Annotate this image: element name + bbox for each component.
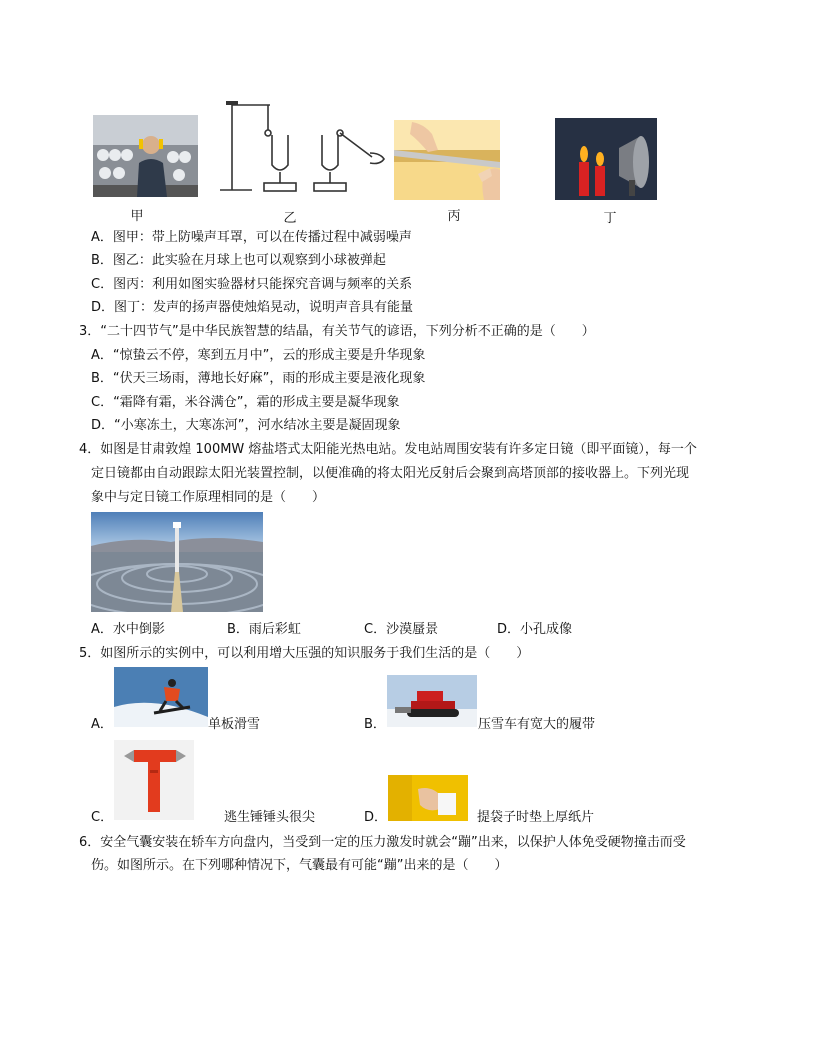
q3-option-b: B．“伏天三场雨，薄地长好麻”，雨的形成主要是液化现象 <box>91 371 426 386</box>
q2-option-c: C．图丙：利用如图实验器材只能探究音调与频率的关系 <box>91 277 413 292</box>
q5-option-d-letter: D． <box>364 810 388 825</box>
q5-option-b-letter: B． <box>364 717 386 732</box>
q3-stem: 3．“二十四节气”是中华民族智慧的结晶，有关节气的谚语，下列分析不正确的是（ ） <box>79 324 595 339</box>
q4-stem-line-2: 定日镜都由自动跟踪太阳光装置控制，以便准确的将太阳光反射后会聚到高塔顶部的接收器上。下列光现 <box>91 466 690 481</box>
q6-stem-line-1: 6．安全气囊安装在轿车方向盘内，当受到一定的压力激发时就会“蹦”出来，以保护人体免受硬物撞击而受 <box>79 835 686 850</box>
figure-escape-hammer <box>114 740 194 820</box>
q4-option-c: C．沙漠蜃景 <box>364 622 439 637</box>
figure-snow-groomer <box>387 675 477 727</box>
q4-stem-line-1: 4．如图是甘肃敦煌 100MW 熔盐塔式太阳能光热电站。发电站周围安装有许多定日镜（即平面镜），每一个 <box>79 442 697 457</box>
q5-option-b-text: 压雪车有宽大的履带 <box>478 717 596 732</box>
figure-jia-factory-worker <box>93 115 198 197</box>
figure-caption-jia: 甲 <box>130 209 144 224</box>
q2-option-d: D．图丁：发声的扬声器使烛焰晃动，说明声音具有能量 <box>91 300 414 315</box>
figure-yi-tuning-fork-apparatus <box>212 95 392 200</box>
figure-ding-speaker-candles <box>555 118 657 200</box>
q5-option-a-text: 单板滑雪 <box>208 717 261 732</box>
q4-option-a: A．水中倒影 <box>91 622 165 637</box>
figure-bag-with-cardboard <box>388 775 468 821</box>
q2-option-b: B．图乙：此实验在月球上也可以观察到小球被弹起 <box>91 253 386 268</box>
figure-caption-ding: 丁 <box>603 211 617 226</box>
q3-option-a: A．“惊蛰云不停，寒到五月中”，云的形成主要是升华现象 <box>91 348 426 363</box>
figure-bing-ruler-on-table <box>394 120 500 200</box>
q3-option-c: C．“霜降有霜，米谷满仓”，霜的形成主要是凝华现象 <box>91 395 400 410</box>
q5-option-d-text: 提袋子时垫上厚纸片 <box>477 810 595 825</box>
figure-caption-yi: 乙 <box>283 211 297 226</box>
figure-solar-power-station <box>91 512 263 612</box>
q4-option-d: D．小孔成像 <box>497 622 573 637</box>
q2-option-a: A．图甲：带上防噪声耳罩，可以在传播过程中减弱噪声 <box>91 230 412 245</box>
q5-option-c-letter: C． <box>91 810 114 825</box>
q5-stem: 5．如图所示的实例中，可以利用增大压强的知识服务于我们生活的是（ ） <box>79 646 530 661</box>
q5-option-c-text: 逃生锤锤头很尖 <box>224 810 316 825</box>
q3-option-d: D．“小寒冻土，大寒冻河”，河水结冰主要是凝固现象 <box>91 418 401 433</box>
q6-stem-line-2: 伤。如图所示。在下列哪种情况下，气囊最有可能“蹦”出来的是（ ） <box>91 858 508 873</box>
figure-snowboarding <box>114 667 208 727</box>
q4-option-b: B．雨后彩虹 <box>227 622 301 637</box>
figure-caption-bing: 丙 <box>447 209 461 224</box>
q5-option-a-letter: A． <box>91 717 113 732</box>
q4-stem-line-3: 象中与定日镜工作原理相同的是（ ） <box>91 490 326 505</box>
